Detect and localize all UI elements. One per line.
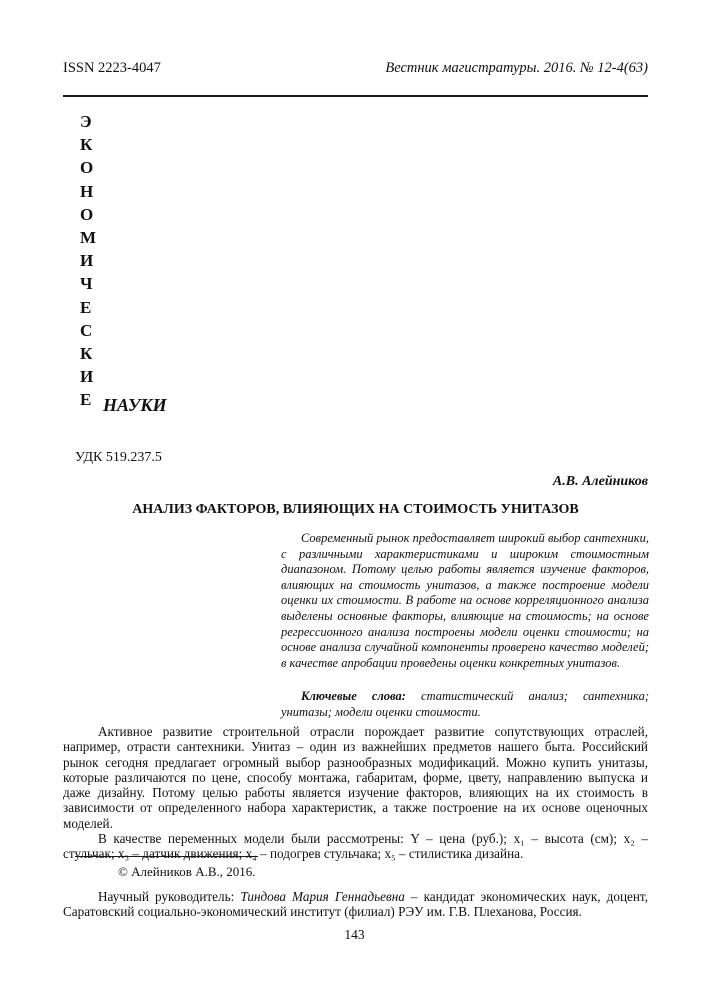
article-keywords (281, 689, 649, 720)
keywords-text: статистический анализ; сантехника; унитазы; модели оценки стоимости. (281, 689, 649, 719)
rubric-letter: О (80, 204, 94, 224)
advisor-suffix: – кандидат экономических наук, доцент, Саратовский социально-экономический институт (филиал) РЭУ им. Г.В. Плеханова, Россия. (63, 889, 648, 920)
rubric-letter: С (80, 320, 93, 340)
rubric-letter: Ч (80, 274, 93, 294)
journal-title: Вестник магистратуры. 2016. № 12-4(63) (385, 60, 648, 76)
page-header (63, 60, 648, 77)
rubric-letter: К (80, 135, 93, 155)
body-paragraph: Активное развитие строительной отрасли порождает развитие сопутствующих отраслей, например, отрасти сантехники. Унитаз – один из важнейших предметов нашего быта. Российский рынок сегодня предлагает огромный выбор разнообразных модификаций. Можно купить унитазы, которые различаются по цене, способу монтажа, габаритам, форме, цвету, направлению выпуска и даже дизайну. Потому целью работы является изучение факторов, влияющих на их стоимость в зависимости от определенного набора характеристик, а также построение на их основе оценочных моделей. (63, 724, 648, 831)
keywords-label: Ключевые слова: (301, 689, 406, 703)
rubric-letter: К (80, 344, 93, 364)
rubric-letter: М (80, 228, 97, 248)
article-abstract: Современный рынок предоставляет широкий выбор сантехники, с различными характеристиками и широким стоимостным диапазоном. Потому целью работы является изучение факторов, влияющих на стоимость унитазов, а также построение модели оценки их стоимости. В работе на основе корреляционного анализа выделены основные факторы, влияющие на стоимость; на основе регрессионного анализа построены модели оценки стоимости; на основе анализа случайной компоненты проверено качество моделей; в качестве апробации проведены оценки конкретных унитазов. (281, 531, 649, 670)
article-title: АНАЛИЗ ФАКТОРОВ, ВЛИЯЮЩИХ НА СТОИМОСТЬ УНИТАЗОВ (132, 502, 579, 517)
udc-number: УДК 519.237.5 (75, 450, 162, 465)
section-rubric-vertical (80, 110, 96, 412)
issn-label: ISSN 2223-4047 (63, 60, 161, 76)
body-paragraph: В качестве переменных модели были рассмотрены: Y – цена (руб.); x₁ – высота (см); x₂ – стульчак; x₃ – датчик движения; x₄ – подогрев стульчака; x₅ – стилистика дизайна. (63, 831, 648, 862)
advisor-name: Тиндова Мария Геннадьевна (240, 889, 405, 904)
rubric-letter: Е (80, 390, 92, 410)
rubric-letter: Э (80, 112, 92, 131)
header-divider (63, 95, 648, 97)
article-author: А.В. Алейников (552, 474, 648, 489)
section-rubric-subtitle: НАУКИ (103, 395, 167, 415)
article-body (63, 724, 648, 862)
rubric-letter: Н (80, 181, 94, 201)
rubric-letter: И (80, 251, 94, 271)
copyright-line: © Алейников А.В., 2016. (118, 864, 256, 879)
rubric-letter: О (80, 158, 94, 178)
advisor-prefix: Научный руководитель: (98, 889, 241, 904)
rubric-letter: И (80, 367, 94, 387)
page-number: 143 (344, 927, 365, 942)
footnote-divider (75, 856, 258, 857)
advisor-line (63, 889, 648, 920)
rubric-letter: Е (80, 297, 92, 317)
